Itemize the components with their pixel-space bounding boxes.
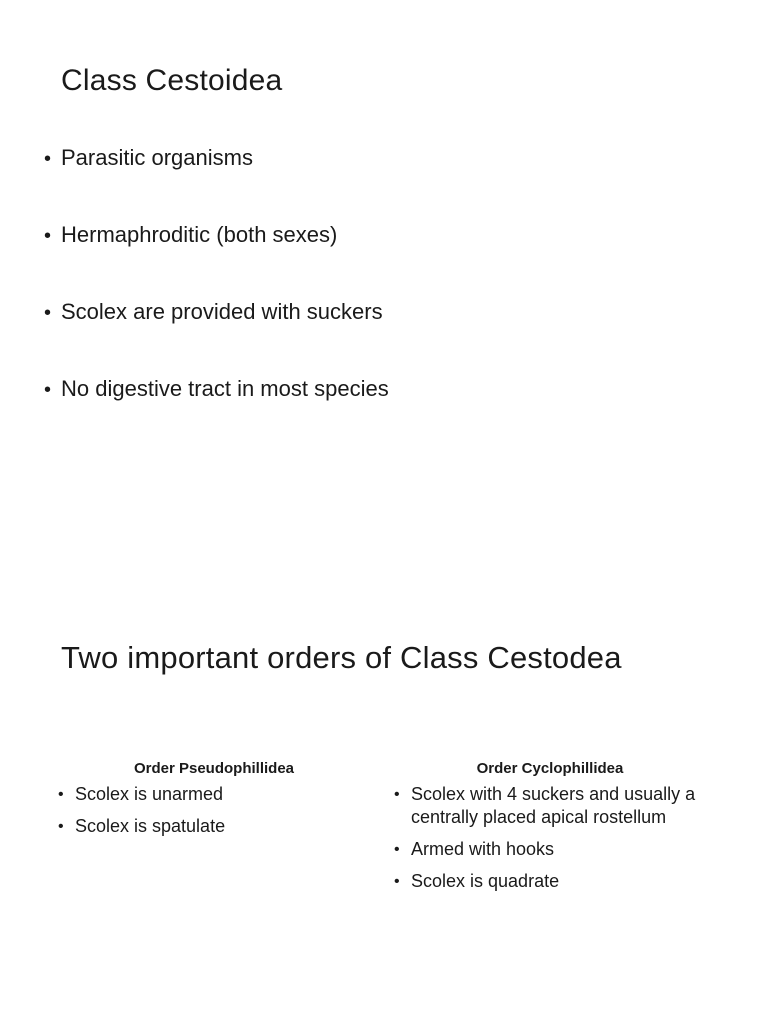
bullet-text: Armed with hooks <box>411 839 555 859</box>
bullet-text: No digestive tract in most species <box>61 376 389 401</box>
bullet-text: Scolex is spatulate <box>75 816 226 836</box>
bullet-item <box>44 222 337 249</box>
column-heading: Order Pseudophillidea <box>133 760 295 777</box>
bullet-text: Hermaphroditic (both sexes) <box>61 222 338 247</box>
column-bullet-item <box>54 815 374 838</box>
bullet-dot: • <box>394 841 400 858</box>
bullet-dot: • <box>44 302 52 324</box>
order-pseudophillidea-column <box>54 759 374 847</box>
bullet-text: Scolex are provided with suckers <box>61 299 383 324</box>
bullet-item <box>44 376 389 403</box>
bullet-dot: • <box>44 225 52 247</box>
column-bullet-item <box>390 870 710 893</box>
bullet-dot: • <box>394 786 400 803</box>
bullet-dot: • <box>394 873 400 890</box>
column-bullet-list <box>390 783 710 893</box>
bullet-text: Scolex is quadrate <box>411 871 560 891</box>
slide-two-orders <box>0 512 768 1024</box>
bullet-text: Scolex with 4 suckers and usually a centrally placed apical rostellum <box>411 784 696 827</box>
bullet-item <box>44 299 383 326</box>
bullet-text: Parasitic organisms <box>61 145 253 170</box>
column-heading: Order Cyclophillidea <box>476 760 624 777</box>
order-cyclophillidea-column <box>390 759 710 902</box>
bullet-dot: • <box>58 786 64 803</box>
bullet-dot: • <box>44 148 52 170</box>
column-bullet-item <box>390 838 710 861</box>
bullet-item <box>44 145 253 172</box>
slide-title: Class Cestoidea <box>61 64 283 97</box>
column-bullet-item <box>54 783 374 806</box>
bullet-text: Scolex is unarmed <box>75 784 224 804</box>
column-bullet-item <box>390 783 710 829</box>
column-bullet-list <box>54 783 374 838</box>
bullet-dot: • <box>58 818 64 835</box>
bullet-dot: • <box>44 379 52 401</box>
slide-title: Two important orders of Class Cestodea <box>61 640 622 675</box>
